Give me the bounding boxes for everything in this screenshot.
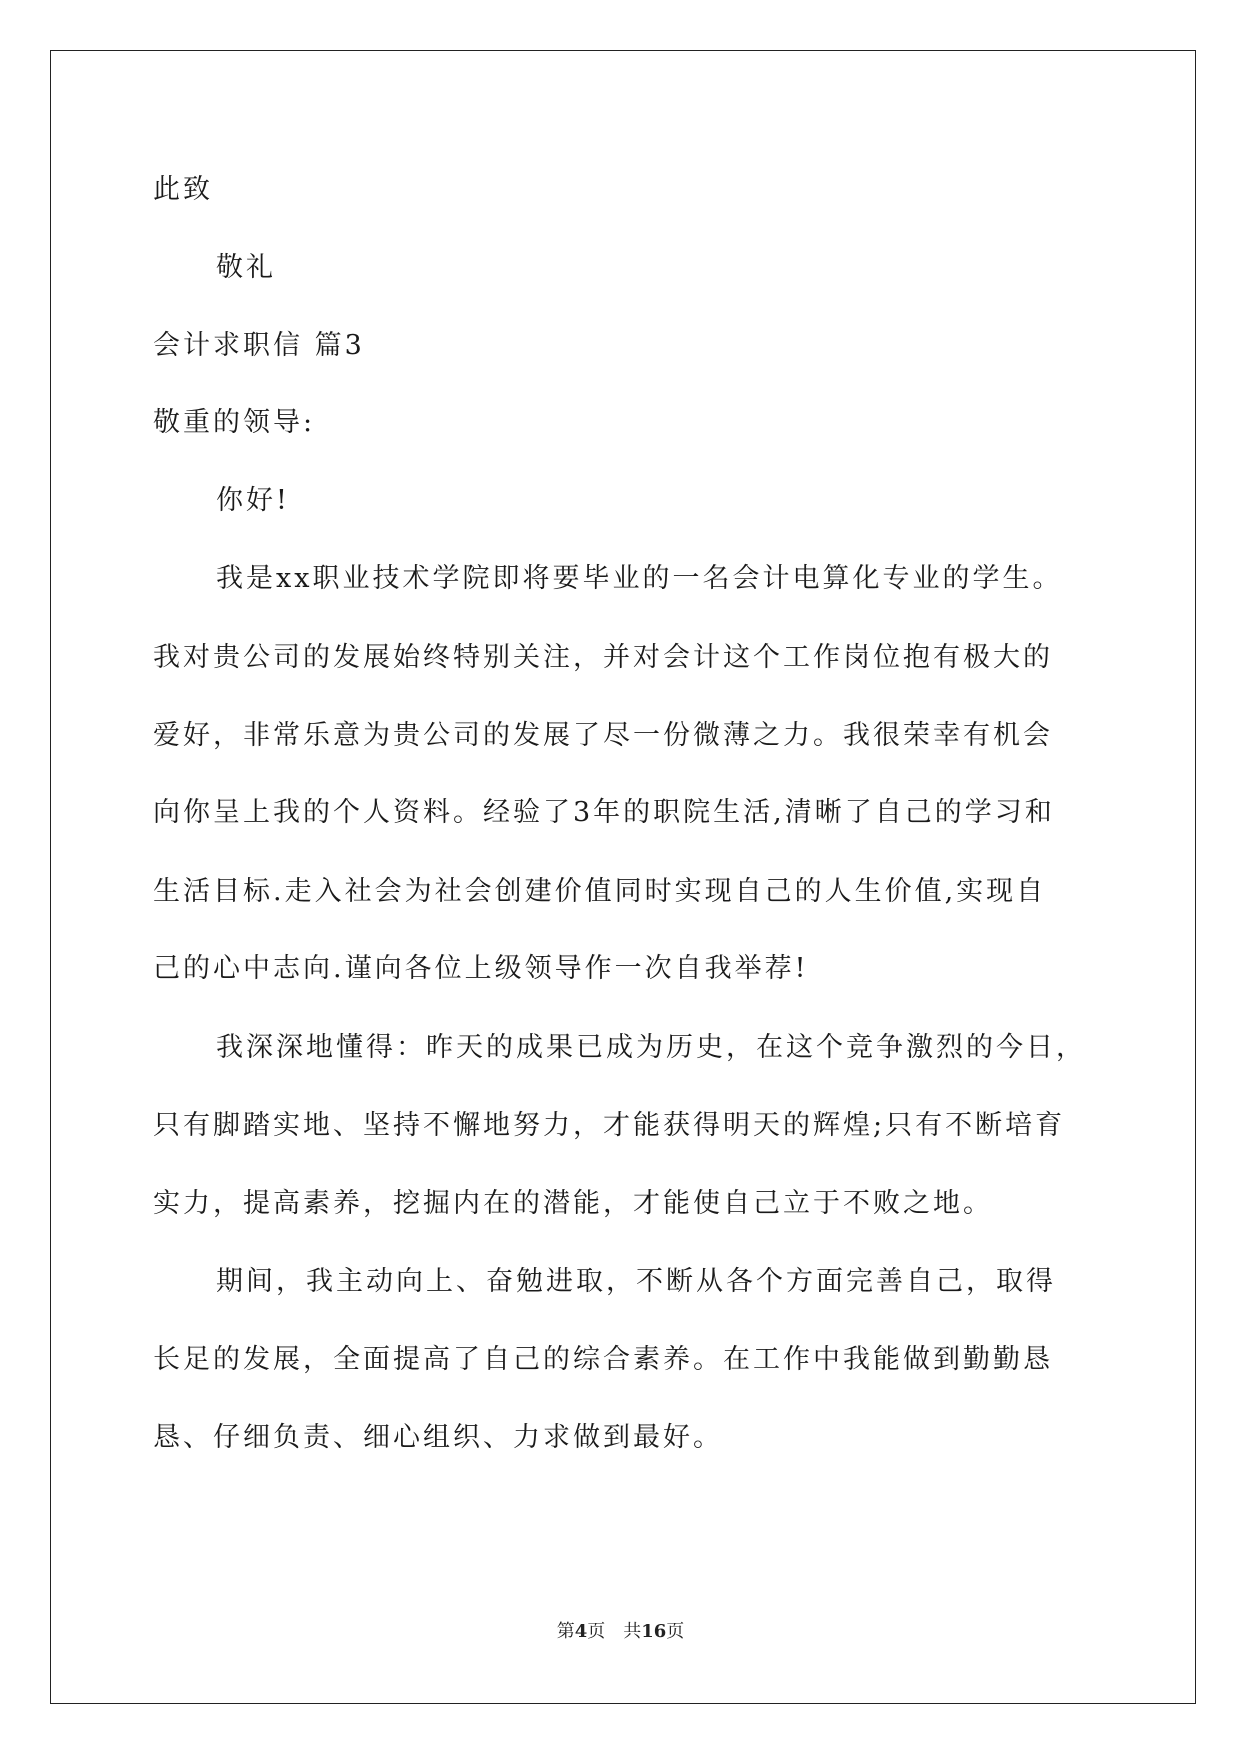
page-footer bbox=[0, 1620, 1241, 1644]
page-current: 4 bbox=[574, 1621, 588, 1642]
paragraph-line: 我深深地懂得：昨天的成果已成为历史，在这个竞争激烈的今日， bbox=[216, 1032, 1086, 1063]
page-prefix: 第 bbox=[556, 1621, 575, 1642]
paragraph-line: 己的心中志向.谨向各位上级领导作一次自我举荐! bbox=[153, 953, 809, 984]
paragraph-line: 我是xx职业技术学院即将要毕业的一名会计电算化专业的学生。 bbox=[216, 563, 1063, 594]
salutation-line: 敬礼 bbox=[216, 252, 276, 283]
total-suffix: 页 bbox=[666, 1621, 685, 1642]
hello-line: 你好! bbox=[216, 485, 290, 516]
section-heading: 会计求职信 篇3 bbox=[153, 330, 365, 361]
paragraph-line: 我对贵公司的发展始终特别关注，并对会计这个工作岗位抱有极大的 bbox=[153, 642, 1053, 673]
paragraph-line: 只有脚踏实地、坚持不懈地努力，才能获得明天的辉煌;只有不断培育 bbox=[153, 1110, 1066, 1141]
paragraph-line: 爱好，非常乐意为贵公司的发展了尽一份微薄之力。我很荣幸有机会 bbox=[153, 720, 1053, 751]
paragraph-line: 恳、仔细负责、细心组织、力求做到最好。 bbox=[153, 1422, 723, 1453]
greeting-line: 敬重的领导: bbox=[153, 407, 316, 438]
closing-line: 此致 bbox=[153, 174, 213, 205]
paragraph-line: 向你呈上我的个人资料。经验了3年的职院生活,清晰了自己的学习和 bbox=[153, 797, 1055, 828]
page-total: 16 bbox=[641, 1621, 667, 1642]
page-suffix: 页 bbox=[587, 1621, 606, 1642]
paragraph-line: 生活目标.走入社会为社会创建价值同时实现自己的人生价值,实现自 bbox=[153, 876, 1047, 907]
paragraph-line: 实力，提高素养，挖掘内在的潜能，才能使自己立于不败之地。 bbox=[153, 1188, 993, 1219]
paragraph-line: 期间，我主动向上、奋勉进取，不断从各个方面完善自己，取得 bbox=[216, 1266, 1056, 1297]
total-prefix: 共 bbox=[623, 1621, 642, 1642]
paragraph-line: 长足的发展，全面提高了自己的综合素养。在工作中我能做到勤勤恳 bbox=[153, 1344, 1053, 1375]
